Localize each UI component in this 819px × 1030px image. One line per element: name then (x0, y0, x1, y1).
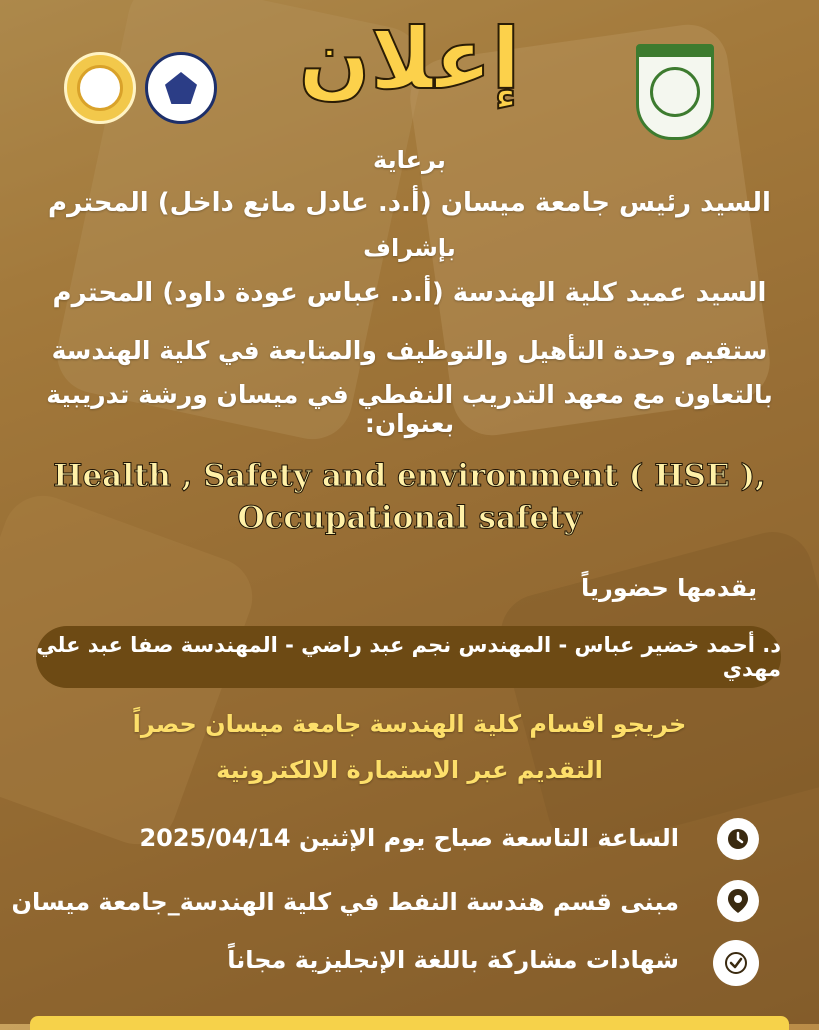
workshop-title: Health , Safety and environment ( HSE ), (53, 458, 766, 494)
event-time: الساعة التاسعة صباح يوم الإثنين 2025/04/14 (139, 824, 679, 852)
bottom-bar (30, 1016, 789, 1030)
location-pin-icon (717, 880, 759, 922)
sponsor-label: برعاية (373, 146, 446, 174)
page-title: إعلان (298, 10, 521, 108)
presenters-banner (36, 626, 781, 688)
application-text: التقديم عبر الاستمارة الالكترونية (216, 756, 603, 784)
workshop-subtitle: Occupational safety (237, 500, 582, 536)
certificate-note: شهادات مشاركة باللغة الإنجليزية مجاناً (227, 946, 679, 974)
badge-check-icon (713, 940, 759, 986)
clock-icon (717, 818, 759, 860)
presenters-names: د. أحمد خضير عباس - المهندس نجم عبد راضي - المهندسة صفا عبد علي مهدي (36, 633, 781, 681)
president-line: السيد رئيس جامعة ميسان (أ.د. عادل مانع داخل) المحترم (48, 188, 771, 218)
collaboration-line: بالتعاون مع معهد التدريب النفطي في ميسان ورشة تدريبية بعنوان: (46, 380, 773, 438)
dean-line: السيد عميد كلية الهندسة (أ.د. عباس عودة داود) المحترم (52, 278, 767, 308)
supervision-label: بإشراف (363, 234, 456, 262)
presenters-label: يقدمها حضورياً (580, 574, 757, 602)
event-location: مبنى قسم هندسة النفط في كلية الهندسة_جامعة ميسان (11, 888, 679, 916)
organizer-line: ستقيم وحدة التأهيل والتوظيف والمتابعة في كلية الهندسة (51, 336, 768, 365)
eligibility-text: خريجو اقسام كلية الهندسة جامعة ميسان حصراً (132, 710, 687, 738)
